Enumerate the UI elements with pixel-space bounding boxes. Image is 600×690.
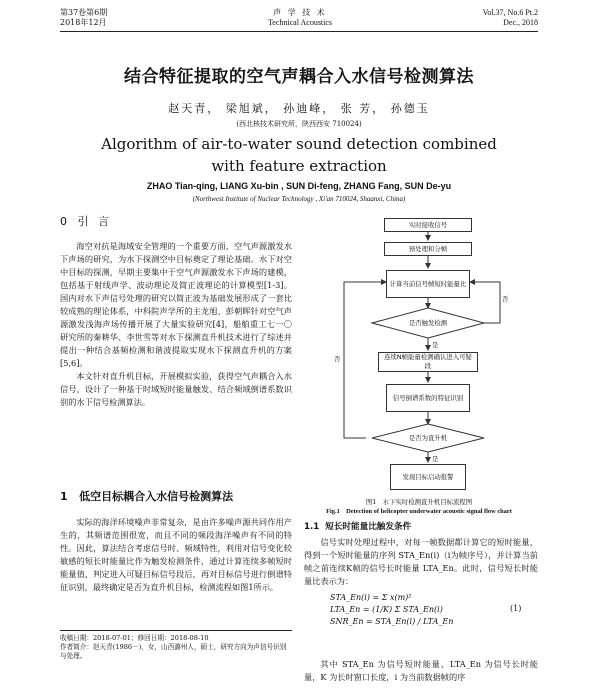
figure-caption-en: Fig.1 Detection of helicopter underwater acoustic signal flow chart: [326, 508, 512, 515]
node-preprocess: 预处理和分帧: [384, 242, 472, 256]
equation-block: [330, 592, 510, 628]
journal-volume: 第37卷第6期 2018年12月: [60, 8, 108, 27]
section-heading-intro: 0 引 言: [60, 215, 112, 228]
journal-name: 声 学 技 术 Technical Acoustics: [267, 8, 333, 27]
paper-title-en: Algorithm of air-to-water sound detection combined with feature extraction: [101, 135, 497, 175]
figure-caption: [300, 498, 538, 516]
received-date: 收稿日期：2018-07-01；修回日期：2018-08-10: [60, 634, 209, 642]
authors-en: ZHAO Tian-qing, LIANG Xu-bin , SUN Di-feng, ZHANG Fang, SUN De-yu: [146, 181, 452, 191]
paper-title-cn: 结合特征提取的空气声耦合入水信号检测算法: [124, 67, 474, 87]
footnote-rule: [60, 630, 292, 631]
yes-label-2: 是: [432, 455, 439, 463]
no-label-2: 否: [334, 355, 341, 363]
figure-caption-cn: 图1 水下实时检测直升机目标流程图: [365, 498, 473, 506]
equation-line: SNR_En = STA_En(i) / LTA_En: [330, 617, 454, 626]
yes-label-1: 是: [432, 341, 439, 349]
section-heading-1: 1 低空目标耦合入水信号检测算法: [60, 490, 234, 503]
node-confirm-frames: 连续N帧能量检测确认进入可疑段: [378, 352, 478, 372]
section11-text: 信号实时处理过程中，对每一帧数据都计算它的短时能量，得到一个短时能量的序列 STA_En(i)（i为帧序号），并计算当前帧之前连续K帧的信号长时能量 LTA_En。此时，信号短长时能量比表示为：: [304, 537, 538, 586]
intro-text: [60, 240, 292, 409]
equation-number: (1): [510, 604, 522, 613]
section-heading-1-1: 1.1 短长时能量比触发条件: [304, 522, 412, 532]
affiliation-cn: (西北核技术研究所，陕西西安 710024): [236, 120, 362, 128]
intro-paragraph: 海空对抗是海域安全管理的一个重要方面，空气声源激发水下声场的研究，为水下探测空中目标奠定了理论基础。水下对空中目标的探测，早期主要集中于空气声源激发水下声场的建模，包括基于射线声学、波动理论及简正波理论的计算模型[1-3]。国内对水下声信号处理的研究以简正波为基础发展形成了一套比较成熟的理论体系，中科院声学所的主龙旭、彭朝晖针对空气声源激发浅海声场传播开展了大量实验研究[4]，船舶重工七一〇研究所的秦耕华、李世雪等对水下探测直升机技术进行了综述并提出一种结合基频检测和谐波提取实现水下探测直升机的方案[5,6]。: [60, 241, 292, 368]
node-cepstrum: 信号倒谱系数的特征识别: [386, 384, 470, 412]
section1-text: 实际的海洋环境噪声非常复杂，是由许多噪声源共同作用产生的，其频谱范围很宽，而且不同的频段海洋噪声有不同的特性。因此，算法结合考虑信号时、频域特性，利用对信号变化较敏感的短长时能量比作为触发检测条件，通过计算连续多帧短时能量值，判定进入可疑目标信号段后，再对目标信号进行倒谱特征识别，最终确定是否为直升机目标，检测流程如图1所示。: [60, 517, 292, 592]
author-bio: 作者简介：赵天青(1986－)，女，山西潞州人，硕士，研究方向为声信号识别与处理。: [60, 643, 287, 660]
equation-line: STA_En(i) = Σ x(m)²: [330, 593, 412, 602]
node-receive: 实时接收信号: [384, 218, 472, 232]
flowchart: [318, 214, 538, 494]
affiliation-en: (Northwest Institute of Nuclear Technology , Xi'an 710024, Shaanxi, China): [192, 195, 406, 203]
journal-issue: Vol.37, No.6 Pt.2 Dec., 2018: [482, 8, 538, 27]
no-label-1: 否: [502, 295, 509, 303]
node-compute-ratio: 计算当前信号帧短时能量比: [386, 270, 470, 298]
footnotes: [60, 634, 292, 661]
header-rule: [60, 31, 538, 32]
section11-tail: 其中 STA_En 为信号短时能量，LTA_En 为信号长时能量，K 为长时窗口长度，i 为当前数据帧的序: [304, 659, 538, 682]
node-alarm: 发现目标启动报警: [390, 464, 466, 490]
equation-line: LTA_En = (1/K) Σ STA_En(i): [330, 605, 443, 614]
decision-trigger: 是否触发检测: [408, 319, 448, 327]
authors-cn: 赵天青， 梁旭斌， 孙迪峰， 张 芳， 孙德玉: [168, 102, 430, 115]
intro-paragraph: 本文针对直升机目标，开展模拟实验，获得空气声耦合入水信号，设计了一种基于时域短时能量触发、结合频域倒谱系数识别的水下信号检测算法。: [60, 371, 292, 407]
decision-helicopter: 是否为直升机: [408, 434, 448, 442]
